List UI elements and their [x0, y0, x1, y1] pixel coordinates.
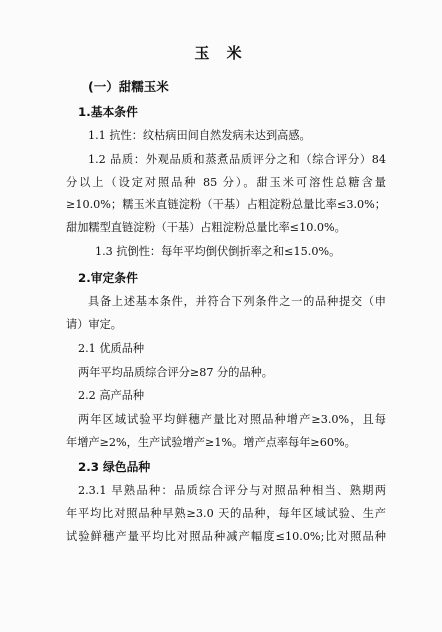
subsection-2-3-1-line-2: 年平均比对照品种早熟≥3.0 天的品种，每年区域试验、生产 [66, 507, 386, 520]
paragraph-1-2-line-2: 分以上（设定对照品种 85 分）。甜玉米可溶性总糖含量 [66, 176, 386, 189]
subsection-2-3-1-line-3: 试验鲜穗产量平均比对照品种减产幅度≤10.0%;比对照品种 [66, 530, 386, 543]
document-title: 玉 米 [194, 44, 248, 62]
subsection-2-3-1-line-1: 2.3.1 早熟品种：品质综合评分与对照品种相当、熟期两 [78, 484, 386, 497]
paragraph-1-2-line-3: ≥10.0%；糯玉米直链淀粉（干基）占粗淀粉总量比率≤3.0%； [66, 198, 386, 211]
paragraph-2-line-1: 具备上述基本条件，并符合下列条件之一的品种提交（申 [88, 295, 386, 308]
paragraph-1-3: 1.3 抗倒性：每年平均倒伏倒折率之和≤15.0%。 [95, 245, 341, 258]
paragraph-1-2-line-4: 甜加糯型直链淀粉（干基）占粗淀粉总量比率≤10.0%。 [66, 221, 346, 234]
subsection-2-1-text: 两年平均品质综合评分≥87 分的品种。 [78, 366, 273, 379]
subsection-2-2-line-1: 两年区域试验平均鲜穗产量比对照品种增产≥3.0%，且每 [78, 413, 386, 426]
paragraph-1-1: 1.1 抗性：纹枯病田间自然发病未达到高感。 [88, 129, 311, 142]
basic-conditions-heading: 1.基本条件 [78, 105, 138, 119]
subsection-2-3-heading: 2.3 绿色品种 [78, 460, 151, 474]
paragraph-2-line-2: 请）审定。 [66, 318, 122, 331]
subsection-2-2-heading: 2.2 高产品种 [78, 389, 145, 402]
section-heading: (一）甜糯玉米 [88, 79, 169, 94]
paragraph-1-2-line-1: 1.2 品质：外观品质和蒸煮品质评分之和（综合评分）84 [88, 153, 386, 166]
review-conditions-heading: 2.审定条件 [78, 271, 138, 285]
subsection-2-2-line-2: 年增产≥2%，生产试验增产≥1%。增产点率每年≥60%。 [66, 436, 356, 449]
subsection-2-1-heading: 2.1 优质品种 [78, 342, 145, 355]
